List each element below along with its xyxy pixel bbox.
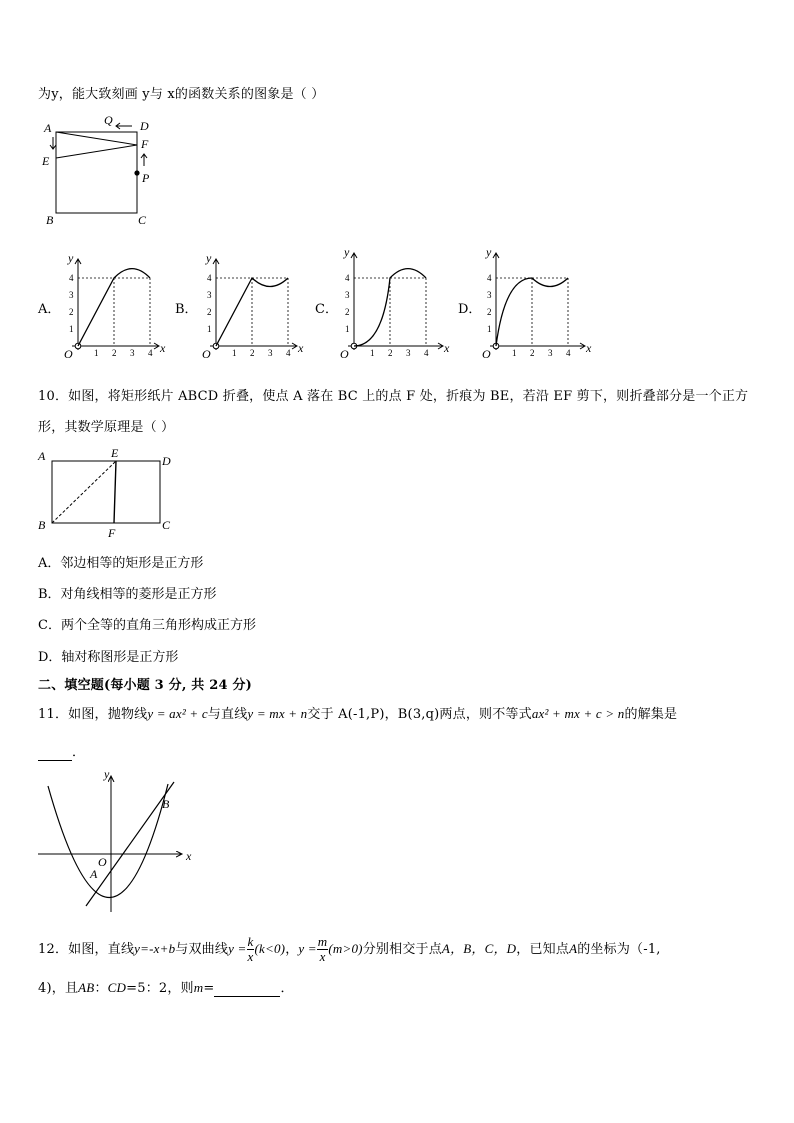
- x-tick-3: 3: [130, 348, 135, 358]
- y-tick-3: 3: [487, 290, 492, 300]
- q11-axis-y-label: y: [104, 767, 110, 781]
- q12-line2-a: 4)，且: [38, 981, 79, 996]
- q9-option-c-label: C．: [315, 302, 338, 317]
- q11-text-4: 的解集是: [624, 707, 678, 722]
- y-tick-2: 2: [207, 307, 212, 317]
- y-tick-3: 3: [345, 290, 350, 300]
- q12-line2-b: ：: [94, 981, 108, 996]
- q12-comma: ，: [285, 942, 299, 957]
- x-axis-label: x: [444, 341, 450, 355]
- q9-label-d: D: [140, 119, 149, 133]
- q11-end: ．: [72, 745, 86, 760]
- section-2-title: 二、填空题(每小题 3 分, 共 24 分): [38, 678, 252, 693]
- x-axis-label: x: [160, 341, 166, 355]
- q12-text-5: 的坐标为（-1,: [577, 942, 661, 957]
- q9-label-a: A: [44, 121, 52, 135]
- q10-rectangle-figure: [34, 445, 184, 541]
- q10-option-b: B．对角线相等的菱形是正方形: [38, 587, 217, 602]
- y-tick-4: 4: [207, 273, 212, 283]
- q9-label-c: C: [138, 213, 147, 227]
- q11-eq-line: y = mx + n: [247, 706, 308, 721]
- origin-label: O: [202, 347, 211, 360]
- q9-square-figure: [38, 112, 168, 230]
- q12-fraction-m-num: m: [317, 934, 328, 949]
- q9-label-p: P: [142, 171, 150, 185]
- origin-label: O: [482, 347, 491, 360]
- q9-label-q: Q: [104, 113, 113, 127]
- y-tick-1: 1: [69, 324, 74, 334]
- q12-text-3: 分别相交于点: [362, 942, 442, 957]
- x-tick-2: 2: [388, 348, 393, 358]
- q12-line2-c: =5：2，则: [126, 981, 194, 996]
- y-tick-2: 2: [345, 307, 350, 317]
- y-tick-4: 4: [487, 273, 492, 283]
- graph-c-body: [340, 245, 450, 360]
- q11-parabola-figure: [34, 762, 204, 922]
- graph-b-body: [202, 251, 304, 360]
- q12-y2: y =: [298, 941, 317, 956]
- y-tick-3: 3: [69, 290, 74, 300]
- x-tick-1: 1: [370, 348, 375, 358]
- q9-graph-c: [336, 244, 456, 360]
- q10-option-d: D．轴对称图形是正方形: [38, 650, 179, 665]
- q10-label-e: E: [111, 446, 119, 460]
- q12-fraction-m: [317, 935, 329, 964]
- q11-axis-x-label: x: [186, 849, 192, 863]
- q12-line2-d: =: [203, 981, 215, 996]
- q11-answer-blank[interactable]: [38, 745, 72, 761]
- x-tick-2: 2: [530, 348, 535, 358]
- x-tick-4: 4: [566, 348, 571, 358]
- q10-option-c: C．两个全等的直角三角形构成正方形: [38, 618, 256, 633]
- q12-fraction-k-den: x: [247, 949, 254, 964]
- y-tick-1: 1: [487, 324, 492, 334]
- q12-end: ．: [280, 981, 294, 996]
- q11-eq-parabola: y = ax² + c: [147, 706, 208, 721]
- q10-label-a: A: [38, 449, 46, 463]
- q10-option-a: A．邻边相等的矩形是正方形: [38, 556, 204, 571]
- q11-point-a-label: A: [90, 867, 98, 881]
- q11-answer-line: [38, 741, 85, 761]
- q9-option-b-label: B．: [175, 302, 198, 317]
- x-tick-2: 2: [250, 348, 255, 358]
- graph-a-body: [64, 251, 166, 360]
- q9-label-f: F: [141, 137, 149, 151]
- y-tick-1: 1: [345, 324, 350, 334]
- y-axis-label: y: [206, 251, 212, 265]
- q11-eq-inequality: ax² + mx + c > n: [531, 706, 625, 721]
- x-tick-2: 2: [112, 348, 117, 358]
- q12-cond-k: (k<0): [254, 941, 286, 956]
- q12-text-4: ，已知点: [516, 942, 570, 957]
- q11-text-3: 交于 A(-1,P)，B(3,q)两点，则不等式: [307, 707, 532, 722]
- q12-eq-line: y=-x+b: [134, 941, 176, 956]
- x-tick-4: 4: [286, 348, 291, 358]
- q12-stem-line1: [38, 935, 661, 964]
- q11-text-2: 与直线: [207, 707, 248, 722]
- q12-fraction-k-num: k: [247, 934, 254, 949]
- y-tick-3: 3: [207, 290, 212, 300]
- y-axis-label: y: [486, 245, 492, 259]
- x-tick-3: 3: [268, 348, 273, 358]
- q12-cd: CD: [107, 980, 127, 995]
- q11-text-1: 11．如图，抛物线: [38, 707, 148, 722]
- q12-y1: y =: [228, 941, 247, 956]
- q11-stem: [38, 703, 677, 722]
- q12-answer-blank[interactable]: [214, 981, 280, 997]
- q11-point-b-label: B: [162, 797, 170, 811]
- q9-option-d-label: D．: [458, 302, 482, 317]
- origin-label: O: [340, 347, 349, 360]
- q9-graph-b: [198, 250, 310, 360]
- origin-label: O: [64, 347, 73, 360]
- x-tick-3: 3: [548, 348, 553, 358]
- q9-stem-tail: 为y，能大致刻画 y与 x的函数关系的图象是（ ）: [38, 87, 325, 102]
- q12-fraction-m-den: x: [319, 949, 326, 964]
- y-tick-2: 2: [69, 307, 74, 317]
- q9-graph-a: [60, 250, 172, 360]
- q9-graph-d: [478, 244, 598, 360]
- q12-stem-line2: [38, 977, 294, 997]
- x-axis-label: x: [298, 341, 304, 355]
- x-tick-1: 1: [232, 348, 237, 358]
- q10-label-d: D: [162, 454, 171, 468]
- x-tick-4: 4: [148, 348, 153, 358]
- q10-stem-line1: 10．如图，将矩形纸片 ABCD 折叠，使点 A 落在 BC 上的点 F 处，折痕为 BE，若沿 EF 剪下，则折叠部分是一个正方: [38, 389, 749, 404]
- y-tick-4: 4: [69, 273, 74, 283]
- q12-text-1: 12．如图，直线: [38, 942, 135, 957]
- q12-point-a: A: [569, 941, 578, 956]
- x-axis-label: x: [586, 341, 592, 355]
- q12-cond-m: (m>0): [328, 941, 363, 956]
- q9-option-a-label: A．: [38, 302, 61, 317]
- x-tick-1: 1: [512, 348, 517, 358]
- x-tick-3: 3: [406, 348, 411, 358]
- q10-label-f: F: [108, 526, 116, 540]
- x-tick-1: 1: [94, 348, 99, 358]
- y-axis-label: y: [68, 251, 74, 265]
- q10-label-b: B: [38, 518, 46, 532]
- graph-d-body: [482, 245, 592, 360]
- q10-label-c: C: [162, 518, 171, 532]
- q9-label-b: B: [46, 213, 54, 227]
- q12-m-var: m: [193, 980, 204, 995]
- y-tick-1: 1: [207, 324, 212, 334]
- y-tick-4: 4: [345, 273, 350, 283]
- q10-stem-line2: 形，其数学原理是（ ）: [38, 420, 175, 435]
- x-tick-4: 4: [424, 348, 429, 358]
- q11-origin-label: O: [98, 855, 107, 869]
- q12-points: A，B，C，D: [441, 941, 517, 956]
- q12-ab: AB: [78, 980, 95, 995]
- q9-label-e: E: [42, 154, 50, 168]
- y-axis-label: y: [344, 245, 350, 259]
- q12-text-2: 与双曲线: [175, 942, 229, 957]
- y-tick-2: 2: [487, 307, 492, 317]
